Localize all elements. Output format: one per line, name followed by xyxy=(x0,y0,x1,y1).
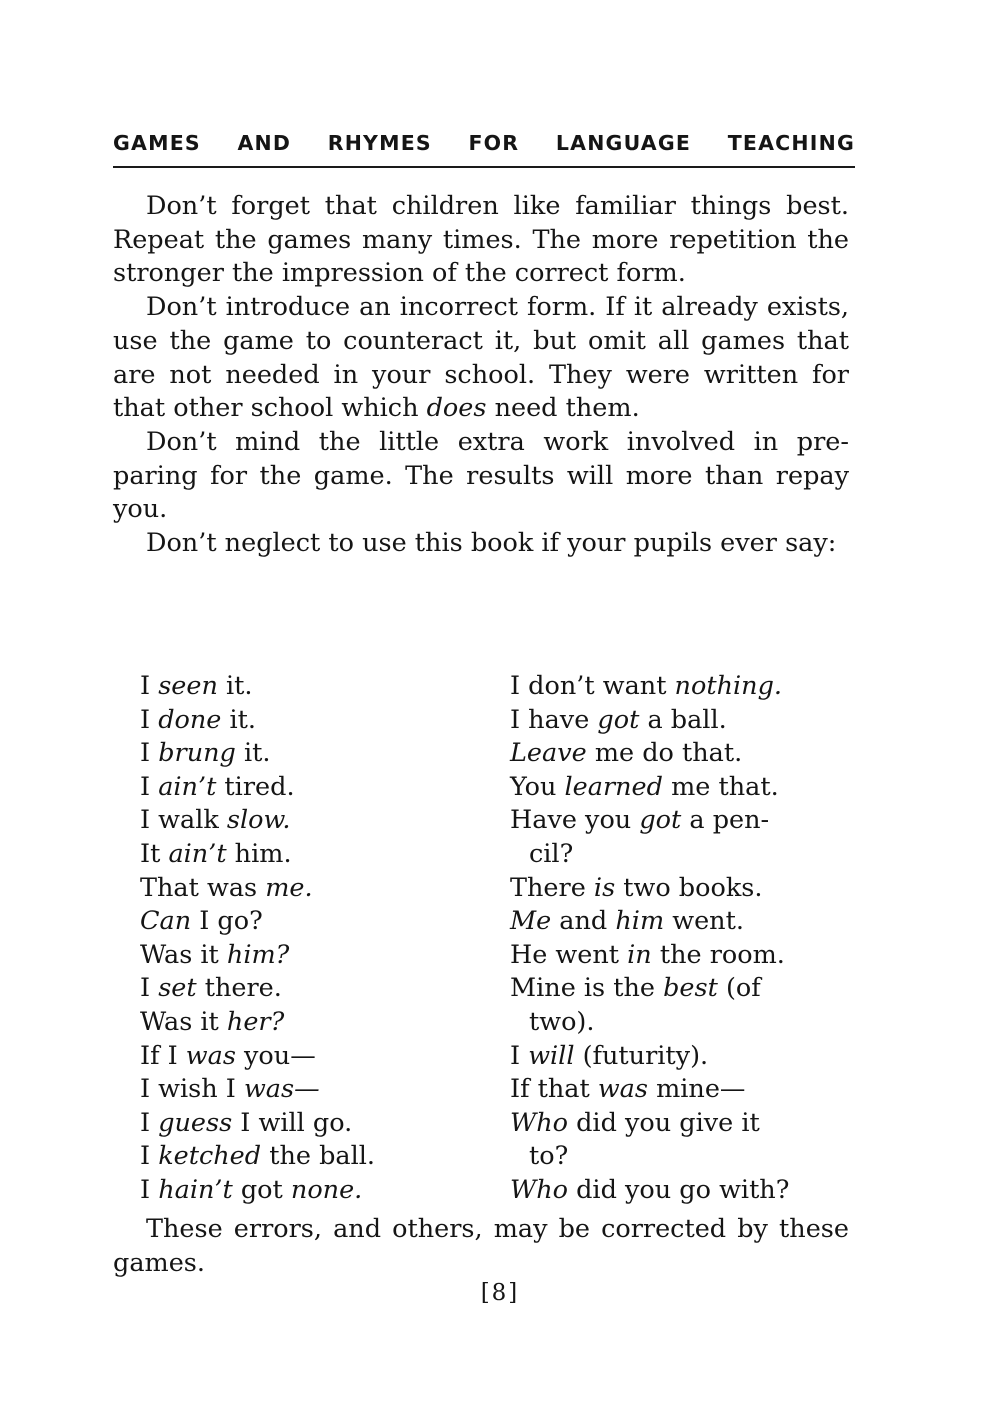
running-header xyxy=(113,126,855,168)
example-line: Who did you give it xyxy=(510,1107,760,1138)
paragraph-extra-work xyxy=(113,426,849,527)
text-line: Don’t introduce an incorrect form. If it already xyxy=(146,292,758,323)
header-word: GAMES xyxy=(113,131,201,155)
header-word: AND xyxy=(237,131,292,155)
header-word: TEACHING xyxy=(727,131,855,155)
emphasis: does xyxy=(426,393,487,424)
text-line: Don’t mind the little extra work involved in pre- xyxy=(146,426,849,457)
example-line: I don’t want nothing. xyxy=(510,671,783,701)
header-word: RHYMES xyxy=(327,131,432,155)
error-examples-left xyxy=(140,670,490,1208)
text-line: repay you. xyxy=(113,460,850,525)
text-line: form. xyxy=(616,258,686,289)
example-line: Leave me do that. xyxy=(510,738,743,769)
error-examples xyxy=(140,670,840,1210)
example-line: Was it him? xyxy=(140,939,290,970)
header-word: FOR xyxy=(468,131,520,155)
example-line: Can I go? xyxy=(140,906,263,937)
text-line: These errors, and others, may be corrected by xyxy=(146,1214,768,1244)
example-line: He went in the room. xyxy=(510,939,785,970)
example-line: You learned me that. xyxy=(510,771,779,802)
example-line-continuation: to? xyxy=(529,1141,569,1172)
text-line: Don’t neglect to use this book if your pupils ever xyxy=(146,528,777,559)
text-line: these games. xyxy=(113,1214,849,1278)
example-line-continuation: two). xyxy=(529,1006,595,1037)
example-line-continuation: cil? xyxy=(529,838,574,869)
paragraph-familiar-things xyxy=(113,190,849,291)
example-line: I ketched the ball. xyxy=(140,1141,376,1172)
paragraph-incorrect-form xyxy=(113,291,849,426)
closing-paragraph xyxy=(113,1213,849,1280)
page-number: [8] xyxy=(480,1280,520,1306)
example-line: I done it. xyxy=(140,704,257,735)
text-line: them. xyxy=(565,393,640,424)
text-line: paring for the game. The results will more than xyxy=(113,460,764,491)
example-line: I ain’t tired. xyxy=(140,771,295,802)
example-line: Who did you go with? xyxy=(510,1174,790,1205)
example-line: I brung it. xyxy=(140,738,271,769)
example-line: I hain’t got none. xyxy=(140,1174,363,1205)
example-line: I wish I was— xyxy=(140,1074,320,1105)
example-line: I set there. xyxy=(140,973,282,1004)
example-line: I seen it. xyxy=(140,671,253,701)
text-line: best. Repeat the games many times. The more xyxy=(113,191,849,255)
text-line: Don’t forget that children like familiar things xyxy=(146,191,772,221)
example-line: If I was you— xyxy=(140,1040,316,1071)
error-examples-right xyxy=(510,670,840,1208)
example-line: That was me. xyxy=(140,872,313,903)
text-line: repetition the stronger the impression of the correct xyxy=(113,224,849,289)
example-line: It ain’t him. xyxy=(140,838,292,869)
text-line: were written for that other school which xyxy=(113,359,849,424)
header-word: LANGUAGE xyxy=(555,131,692,155)
example-line: Have you got a pen- xyxy=(510,805,770,836)
example-line: Mine is the best (of xyxy=(510,973,761,1004)
text-line: say: xyxy=(785,528,837,559)
example-line: There is two books. xyxy=(510,872,763,903)
example-line: I walk slow. xyxy=(140,805,291,836)
text-line: need xyxy=(486,393,558,424)
text-line: games that are not needed in your school. They xyxy=(113,325,849,390)
example-line: Me and him went. xyxy=(510,906,744,937)
example-line: Was it her? xyxy=(140,1006,285,1037)
example-line: I guess I will go. xyxy=(140,1107,353,1138)
example-line: I will (futurity). xyxy=(510,1040,709,1071)
example-line: If that was mine— xyxy=(510,1074,746,1105)
text-line: exists, use the game to counteract it, but omit all xyxy=(113,292,850,356)
body-text xyxy=(113,190,849,561)
paragraph-neglect xyxy=(113,527,849,561)
example-line: I have got a ball. xyxy=(510,704,727,735)
